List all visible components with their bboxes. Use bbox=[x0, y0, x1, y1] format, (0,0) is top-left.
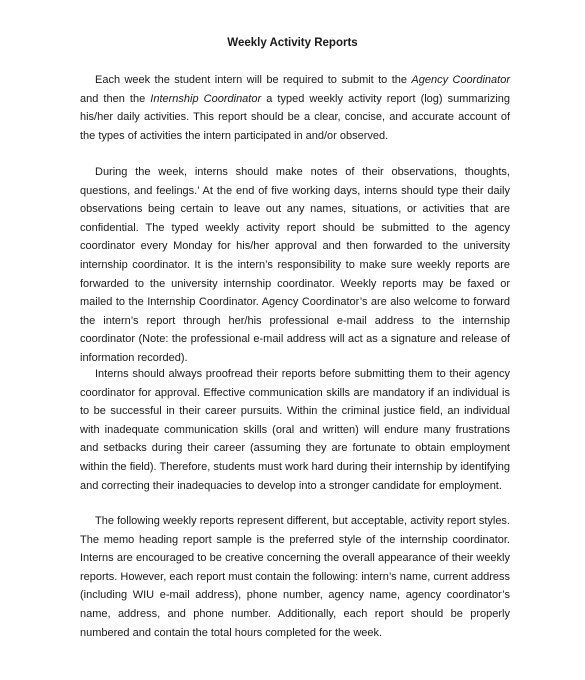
paragraph-proofread: Interns should always proofread their reports before submitting them to their agency coordinator for approval. Effective communication skills are mandatory if an individual is to be successful in their career pursuits. Within the criminal justice field, an individual with inadequate communication skills (oral and written) will endure many frustrations and setbacks during their career (assuming they are fortunate to obtain employment within the field). Therefore, students must work hard during their internship by identifying and correcting their inadequacies to develop into a stronger candidate for employment. bbox=[80, 368, 510, 492]
p1-agency-coordinator: Agency Coordinator bbox=[411, 74, 510, 86]
p1-text-e: a typed weekly activity report (log) summarizing his/her daily activities. This report should be a clear, concise, and accurate account of the types of activities the intern participated in and/or observed. bbox=[80, 92, 510, 142]
document-title: Weekly Activity Reports bbox=[227, 37, 358, 49]
paragraph-during-week: During the week, interns should make notes of their observations, thoughts, questions, and feelings.’ At the end of five working days, interns should type their daily observations being certain to leave out any names, situations, or activities that are confidential. The typed weekly activity report should be submitted to the agency coordinator every Monday for his/her approval and then forwarded to the university internship coordinator. It is the intern’s responsibility to make sure weekly reports are forwarded to the university internship coordinator. Weekly reports may be faxed or mailed to the Internship Coordinator. Agency Coordinator’s are also welcome to forward the intern’s report through her/his professional e-mail address to the internship coordinator (Note: the professional e-mail address will act as a signature and release of information recorded). bbox=[80, 166, 510, 364]
p1-internship-coordinator: Internship Coordinator bbox=[150, 92, 262, 105]
p1-text-a: Each week the student intern will be required to submit to the bbox=[95, 74, 412, 86]
p1-text-c: and then the bbox=[80, 92, 151, 105]
paragraph-weekly-submission bbox=[80, 71, 510, 145]
paragraph-report-styles: The following weekly reports represent different, but acceptable, activity report styles. The memo heading report sample is the preferred style of the internship coordinator. Interns are encouraged to be creative concerning the overall appearance of their weekly reports. However, each report must contain the following: intern’s name, current address (including WIU e-mail address), phone number, agency name, agency coordinator’s name, address, and phone number. Additionally, each report should be properly numbered and contain the total hours completed for the week. bbox=[80, 515, 510, 639]
